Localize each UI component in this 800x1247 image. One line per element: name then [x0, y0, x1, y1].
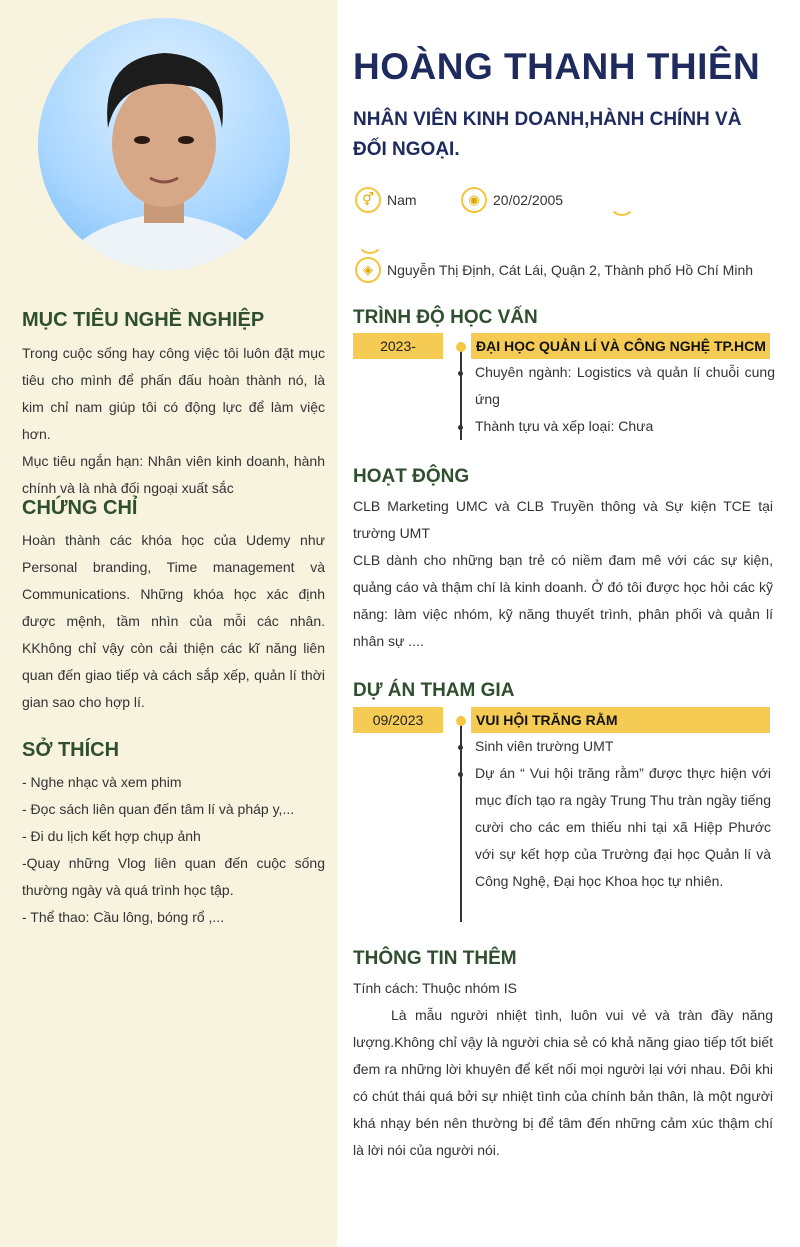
more-info-paragraph: Là mẫu người nhiệt tình, luôn vui vẻ và tràn đầy năng lượng.Không chỉ vậy là người chia sẻ có khả năng giao tiếp tốt biết đem ra những lời khuyên để kết nối mọi người lại với nhau. Đôi khi có chút thái quá bởi sự nhiệt tình của chính bản thân, là một người khá nhạy bén nên thường bị để tâm đến những cảm xúc thậm chí là lời nói của người nói. — [353, 1007, 773, 1158]
candidate-name: HOÀNG THANH THIÊN — [353, 46, 761, 87]
project-date: 09/2023 — [353, 707, 443, 733]
gender-value: Nam — [387, 192, 417, 208]
project-detail: Dự án “ Vui hội trăng rằm” được thực hiện với mục đích tạo ra ngày Trung Thu tràn ngầy tiếng cười cho các em thiếu nhi tại xã Hiệp Phước với sự kết hợp của Trường đại học Quản lí và Công Nghệ, Đại học Khoa học tự nhiên. — [475, 765, 771, 889]
bullet-dot — [458, 745, 463, 750]
personality-line: Tính cách: Thuộc nhóm IS — [353, 980, 517, 996]
education-detail: Chuyên ngành: Logistics và quản lí chuỗi cung ứng — [475, 364, 775, 407]
hobby-item: -Quay những Vlog liên quan đến cuộc sống thường ngày và quá trình học tập. — [22, 855, 325, 898]
bullet-dot — [458, 772, 463, 777]
more-info-text — [353, 975, 773, 1164]
certificates-heading: CHỨNG CHỈ — [22, 497, 138, 519]
activities-heading: HOẠT ĐỘNG — [353, 466, 470, 487]
bullet-dot — [458, 425, 463, 430]
birthday-cake-icon: ◉ — [461, 187, 487, 213]
education-detail: Thành tựu và xếp loại: Chưa — [475, 418, 654, 434]
address-value: Nguyễn Thị Định, Cát Lái, Quận 2, Thành phố Hồ Chí Minh — [387, 262, 754, 278]
profile-photo — [38, 18, 290, 270]
decorative-arc — [357, 228, 383, 254]
activities-paragraph: CLB Marketing UMC và CLB Truyền thông và Sự kiện TCE tại trường UMT — [353, 498, 773, 541]
certificates-text — [22, 527, 325, 716]
objective-text — [22, 340, 325, 502]
objective-heading: MỤC TIÊU NGHỀ NGHIỆP — [22, 309, 265, 331]
projects-heading: DỰ ÁN THAM GIA — [353, 680, 515, 701]
hobby-item: - Đi du lịch kết hợp chụp ảnh — [22, 828, 201, 844]
hobbies-heading: SỞ THÍCH — [22, 739, 120, 761]
project-detail: Sinh viên trường UMT — [475, 738, 614, 754]
person-portrait-icon — [38, 18, 290, 270]
bullet-dot — [458, 371, 463, 376]
main-content — [337, 0, 800, 1247]
hobby-item: - Nghe nhạc và xem phim — [22, 774, 182, 790]
hobby-item: - Đọc sách liên quan đến tâm lí và pháp y,... — [22, 801, 295, 817]
objective-paragraph: Mục tiêu ngắn hạn: Nhân viên kinh doanh, hành chính và là nhà đối ngoại xuất sắc — [22, 453, 325, 496]
education-heading: TRÌNH ĐỘ HỌC VẤN — [353, 307, 538, 328]
gender-info — [355, 187, 417, 213]
decorative-arc — [609, 190, 635, 216]
hobbies-list — [22, 769, 325, 931]
certificates-paragraph: Hoàn thành các khóa học của Udemy như Personal branding, Time management và Communications. Những khóa học xác định được mệnh, tầm nhìn của mỗi các nhân. KKhông chỉ vậy còn cải thiện các kĩ năng liên quan đến giao tiếp và cách sắp xếp, quản lí thời gian sao cho hợp lí. — [22, 532, 325, 710]
address-info — [355, 257, 753, 283]
hobby-item: - Thể thao: Cầu lông, bóng rổ ,... — [22, 909, 225, 925]
timeline-dot — [456, 716, 466, 726]
project-name: VUI HỘI TRĂNG RẰM — [471, 707, 770, 733]
left-sidebar — [0, 0, 337, 1247]
location-icon: ◈ — [355, 257, 381, 283]
objective-paragraph: Trong cuộc sống hay công việc tôi luôn đặt mục tiêu cho mình để phấn đấu hoàn thành nó, là kim chỉ nam giúp tôi có động lực để làm việc hơn. — [22, 345, 325, 442]
job-title: NHÂN VIÊN KINH DOANH,HÀNH CHÍNH VÀ ĐỐI NGOẠI. — [353, 109, 742, 160]
birthdate-info — [461, 187, 563, 213]
birthdate-value: 20/02/2005 — [493, 192, 564, 208]
more-info-heading: THÔNG TIN THÊM — [353, 948, 517, 969]
activities-paragraph: CLB dành cho những bạn trẻ có niềm đam mê với các sự kiện, quảng cáo và thậm chí là kinh doanh. Ở đó tôi được học hỏi các kỹ năng: làm việc nhóm, kỹ năng thuyết trình, phân phối và quản lí nhân sự .... — [353, 552, 773, 649]
education-date: 2023- — [353, 333, 443, 359]
activities-text — [353, 493, 773, 655]
gender-icon: ⚥ — [355, 187, 381, 213]
education-school: ĐẠI HỌC QUẢN LÍ VÀ CÔNG NGHỆ TP.HCM — [471, 333, 770, 359]
timeline-dot — [456, 342, 466, 352]
